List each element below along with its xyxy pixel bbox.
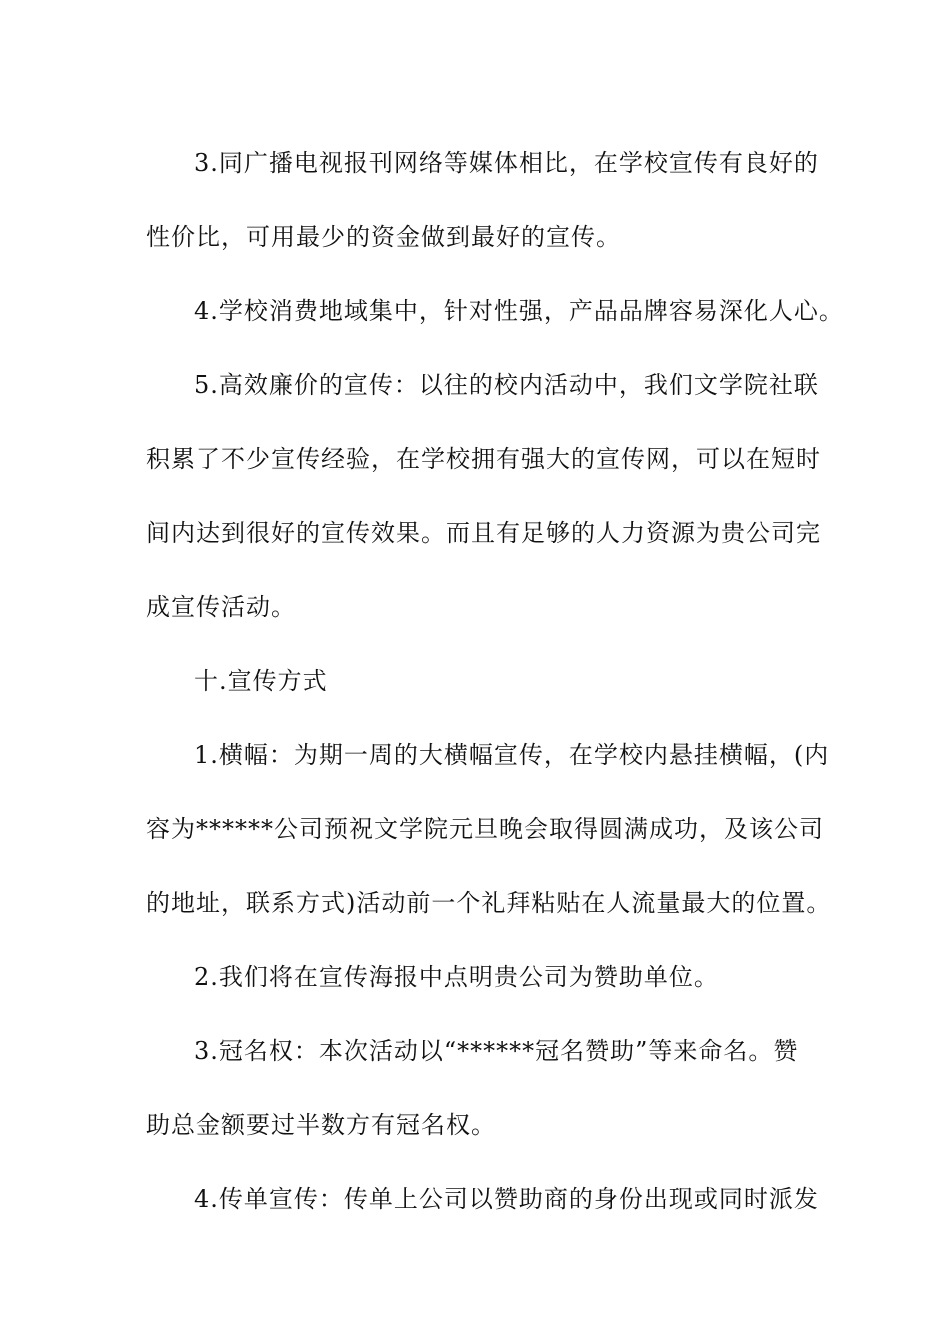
paragraph-advantage-5 [146,348,821,644]
text-line: 积累了不少宣传经验，在学校拥有强大的宣传网，可以在短时 [146,445,821,473]
text-line: 性价比，可用最少的资金做到最好的宣传。 [146,223,621,251]
section-heading-promotion-methods [146,644,806,718]
text-line: 2.我们将在宣传海报中点明贵公司为赞助单位。 [194,963,719,991]
text-line: 1.横幅：为期一周的大横幅宣传，在学校内悬挂横幅，(内 [194,741,830,769]
paragraph-method-3 [146,1014,806,1162]
text-line: 3.同广播电视报刊网络等媒体相比，在学校宣传有良好的 [194,149,819,177]
heading-text: 十.宣传方式 [194,667,328,695]
document-body [146,126,844,1236]
text-line: 3.冠名权：本次活动以“******冠名赞助”等来命名。赞 [194,1037,799,1065]
paragraph-method-4 [146,1162,819,1236]
text-line: 的地址，联系方式)活动前一个礼拜粘贴在人流量最大的位置。 [146,889,832,917]
text-line: 4.学校消费地域集中，针对性强，产品品牌容易深化人心。 [194,297,844,325]
text-line: 容为******公司预祝文学院元旦晚会取得圆满成功，及该公司 [146,815,824,843]
text-line: 间内达到很好的宣传效果。而且有足够的人力资源为贵公司完 [146,519,821,547]
text-line: 成宣传活动。 [146,593,296,621]
text-line: 4.传单宣传：传单上公司以赞助商的身份出现或同时派发 [194,1185,819,1213]
paragraph-advantage-3 [146,126,819,274]
text-line: 助总金额要过半数方有冠名权。 [146,1111,496,1139]
paragraph-method-2 [146,940,806,1014]
paragraph-advantage-4 [146,274,844,348]
text-line: 5.高效廉价的宣传：以往的校内活动中，我们文学院社联 [194,371,819,399]
paragraph-method-1 [146,718,832,940]
